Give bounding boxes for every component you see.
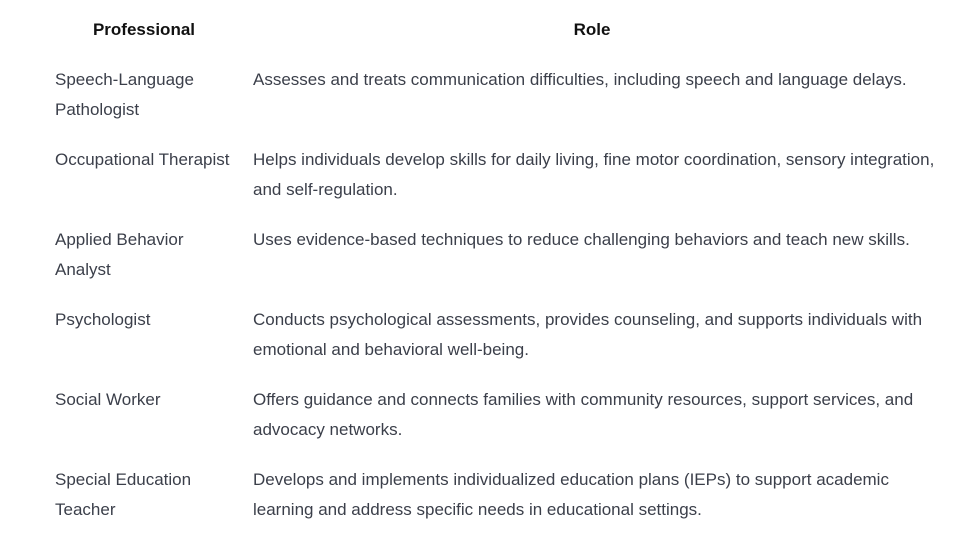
header-role: Role <box>573 20 611 39</box>
professional-cell: Applied Behavior Analyst <box>55 230 184 279</box>
professional-cell: Psychologist <box>55 310 151 329</box>
role-cell: Assesses and treats communication difficulties, including speech and language delays. <box>253 70 907 89</box>
table-row <box>40 385 945 445</box>
professional-cell: Social Worker <box>55 390 161 409</box>
table-row <box>40 225 945 285</box>
table-header-row <box>40 10 945 50</box>
role-cell: Uses evidence-based techniques to reduce challenging behaviors and teach new skills. <box>253 230 910 249</box>
professional-cell: Special Education Teacher <box>55 470 192 519</box>
table-row <box>40 65 945 125</box>
professional-cell: Speech-Language Pathologist <box>55 70 194 119</box>
header-professional: Professional <box>92 20 196 39</box>
professionals-table <box>40 10 945 519</box>
professional-cell: Occupational Therapist <box>55 150 230 169</box>
role-cell: Develops and implements individualized education plans (IEPs) to support academic learning and address specific needs in educational settings. <box>253 470 889 519</box>
table-row <box>40 465 945 525</box>
role-cell: Conducts psychological assessments, provides counseling, and supports individuals with emotional and behavioral well-being. <box>253 310 923 359</box>
role-cell: Offers guidance and connects families with community resources, support services, and advocacy networks. <box>253 390 914 439</box>
table-row <box>40 145 945 205</box>
role-cell: Helps individuals develop skills for daily living, fine motor coordination, sensory integration, and self-regulation. <box>253 150 935 199</box>
table-row <box>40 305 945 365</box>
